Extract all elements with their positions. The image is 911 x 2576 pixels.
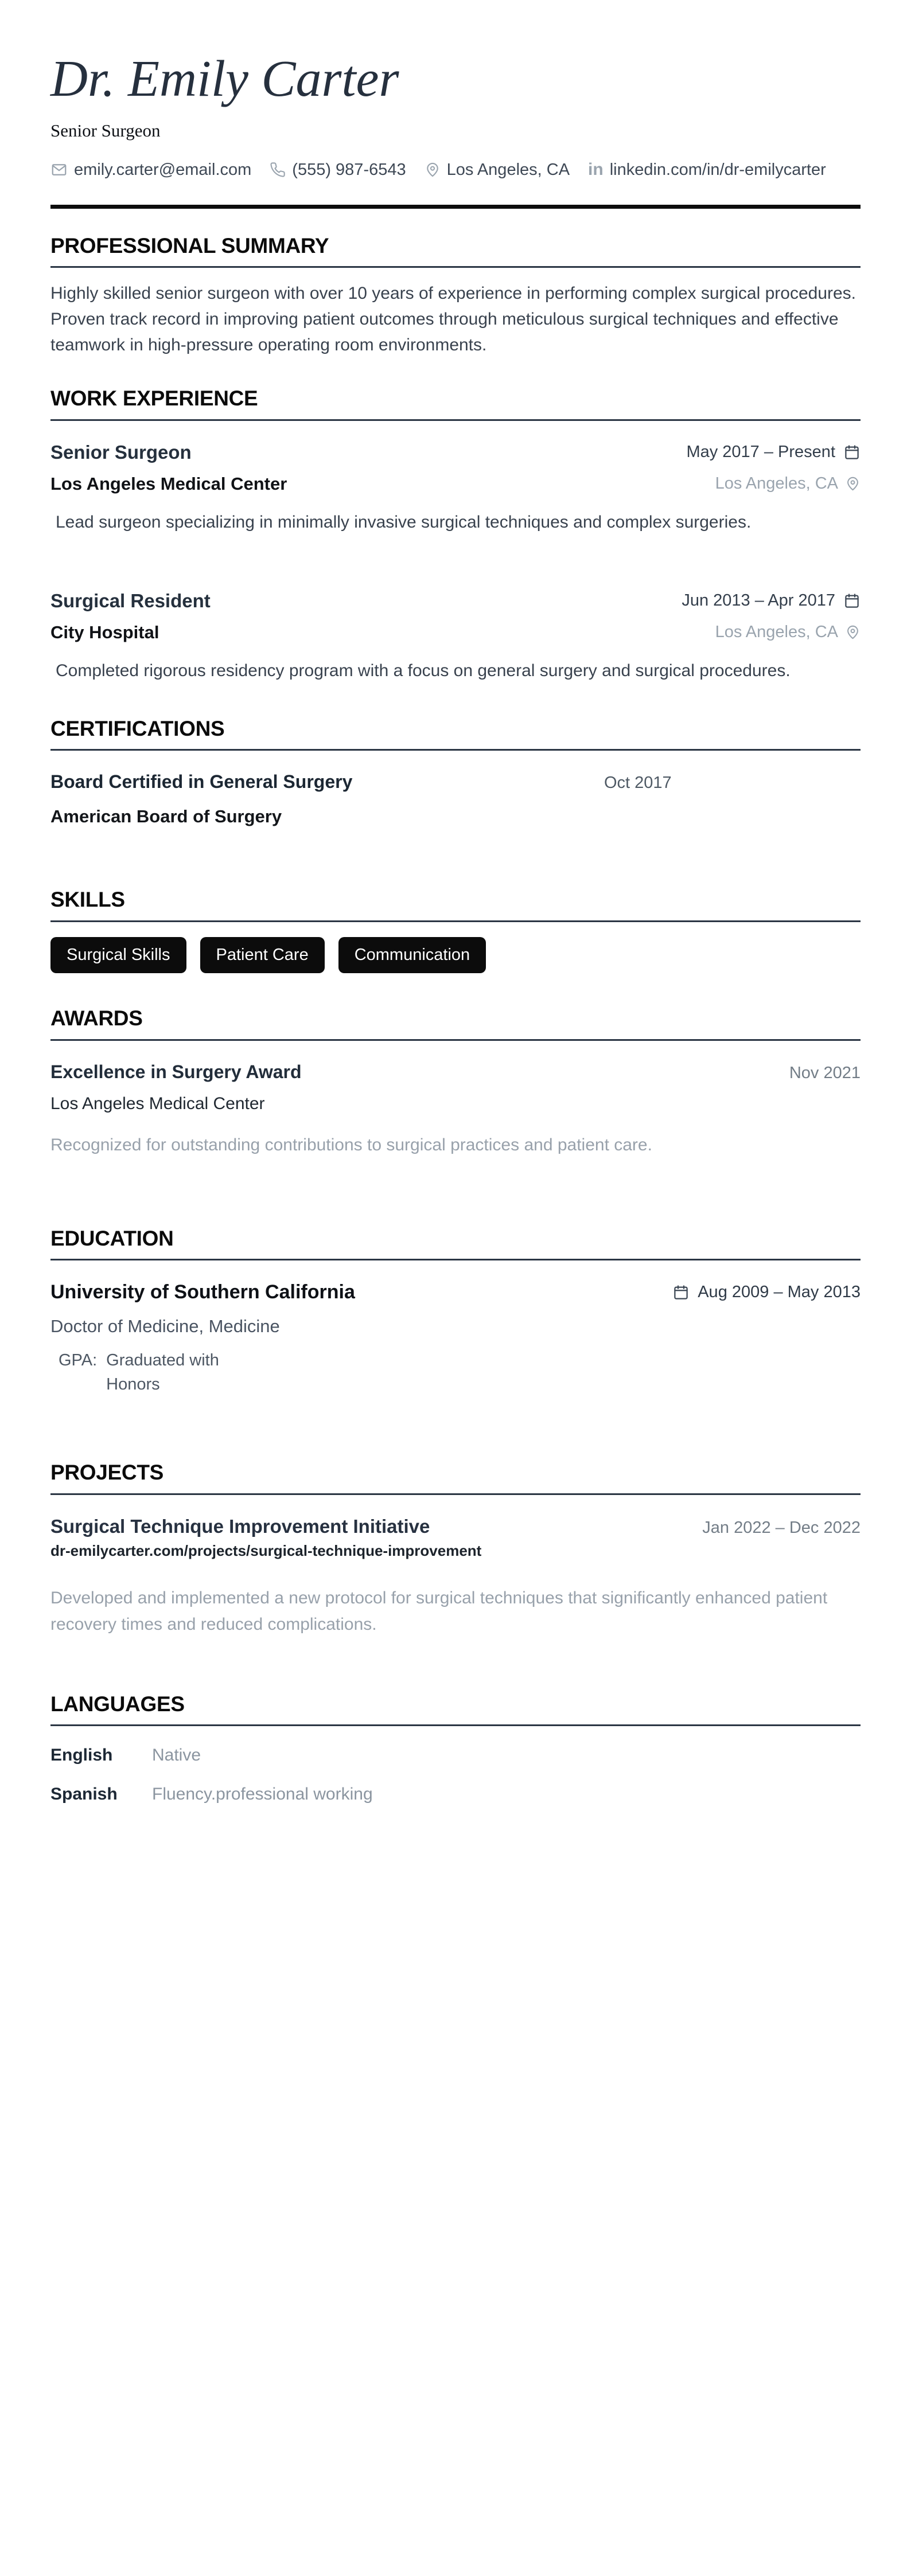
section-divider <box>50 1259 861 1260</box>
section-education <box>50 1227 861 1397</box>
job-location <box>715 623 861 642</box>
job-dates-text: Jun 2013 – Apr 2017 <box>682 591 835 610</box>
section-languages <box>50 1692 861 1805</box>
job-description: Completed rigorous residency program with a focus on general surgery and surgical procedures. <box>56 661 791 680</box>
phone-icon <box>270 162 286 178</box>
job-title: Senior Surgeon <box>50 441 192 463</box>
job-location-text: Los Angeles, CA <box>715 474 838 493</box>
job-location <box>715 474 861 493</box>
section-heading: LANGUAGES <box>50 1692 185 1716</box>
calendar-icon <box>672 1284 690 1301</box>
skill-chip: Surgical Skills <box>50 937 186 973</box>
education-degree: Doctor of Medicine, Medicine <box>50 1316 280 1337</box>
skill-chip: Communication <box>338 937 486 973</box>
section-divider <box>50 1493 861 1495</box>
section-projects <box>50 1461 861 1638</box>
summary-text: Highly skilled senior surgeon with over 10 years of experience in performing complex surgical procedures. Proven track record in improving patient outcomes through meticulous surgical techniques and effective teamwork in high-pressure operating room environments. <box>50 284 857 355</box>
contact-row <box>50 161 861 179</box>
section-heading: SKILLS <box>50 888 125 912</box>
gpa-label: GPA: <box>59 1351 98 1370</box>
section-divider <box>50 1724 861 1726</box>
certification-issuer: American Board of Surgery <box>50 806 282 827</box>
award-organization: Los Angeles Medical Center <box>50 1094 265 1113</box>
section-divider <box>50 920 861 922</box>
contact-linkedin-text: linkedin.com/in/dr-emilycarter <box>609 160 826 179</box>
section-awards <box>50 1006 861 1158</box>
mail-icon <box>50 161 68 178</box>
calendar-icon <box>843 592 861 610</box>
job-dates-text: May 2017 – Present <box>686 443 835 462</box>
contact-email-text: emily.carter@email.com <box>74 160 252 179</box>
education-dates-text: Aug 2009 – May 2013 <box>698 1283 861 1302</box>
project-description: Developed and implemented a new protocol for surgical techniques that significantly enhanced patient recovery times and reduced complications. <box>50 1588 828 1634</box>
certification-name: Board Certified in General Surgery <box>50 771 353 793</box>
section-heading: WORK EXPERIENCE <box>50 387 258 411</box>
project-name: Surgical Technique Improvement Initiative <box>50 1515 430 1537</box>
section-divider <box>50 419 861 421</box>
education-school: University of Southern California <box>50 1281 355 1303</box>
contact-location <box>425 161 570 179</box>
section-divider <box>50 266 861 268</box>
section-heading: CERTIFICATIONS <box>50 716 225 740</box>
award-date: Nov 2021 <box>789 1063 861 1082</box>
job-entry <box>50 442 861 535</box>
award-name: Excellence in Surgery Award <box>50 1061 302 1082</box>
calendar-icon <box>843 444 861 461</box>
job-title: Surgical Resident <box>50 590 211 611</box>
job-company: City Hospital <box>50 622 159 642</box>
education-gpa <box>50 1348 861 1396</box>
location-icon <box>425 162 441 178</box>
section-heading: AWARDS <box>50 1006 143 1030</box>
contact-location-text: Los Angeles, CA <box>446 160 570 179</box>
award-entry <box>50 1061 861 1158</box>
contact-phone[interactable] <box>270 161 406 179</box>
section-certifications <box>50 717 861 828</box>
education-entry <box>50 1281 861 1396</box>
job-location-text: Los Angeles, CA <box>715 623 838 642</box>
section-heading: PROJECTS <box>50 1461 164 1485</box>
section-work-experience <box>50 387 861 684</box>
contact-linkedin[interactable] <box>588 161 826 179</box>
section-divider <box>50 1039 861 1041</box>
project-url[interactable]: dr-emilycarter.com/projects/surgical-technique-improvement <box>50 1541 482 1559</box>
contact-email[interactable] <box>50 161 251 179</box>
certification-date: Oct 2017 <box>604 774 672 793</box>
person-name: Dr. Emily Carter <box>50 50 399 107</box>
language-level: Native <box>152 1746 201 1765</box>
language-row <box>50 1746 861 1765</box>
section-heading: EDUCATION <box>50 1226 174 1250</box>
contact-phone-text: (555) 987-6543 <box>292 160 406 179</box>
section-heading: PROFESSIONAL SUMMARY <box>50 233 329 257</box>
language-level: Fluency.professional working <box>152 1785 373 1804</box>
section-professional-summary <box>50 234 861 358</box>
job-dates <box>686 443 861 462</box>
resume-header <box>50 50 861 209</box>
linkedin-icon: in <box>588 160 604 179</box>
section-divider <box>50 749 861 751</box>
skill-chips <box>50 937 861 973</box>
job-company: Los Angeles Medical Center <box>50 473 287 494</box>
education-dates <box>672 1283 861 1302</box>
job-description: Lead surgeon specializing in minimally invasive surgical techniques and complex surgeries. <box>56 512 752 532</box>
language-name: English <box>50 1746 113 1765</box>
skill-chip: Patient Care <box>200 937 325 973</box>
section-skills <box>50 888 861 973</box>
person-job-title: Senior Surgeon <box>50 120 161 140</box>
location-icon <box>845 625 861 640</box>
job-dates <box>682 591 861 610</box>
language-name: Spanish <box>50 1785 118 1804</box>
gpa-value: Graduated with Honors <box>106 1351 219 1394</box>
project-entry <box>50 1516 861 1638</box>
header-divider <box>50 205 861 209</box>
location-icon <box>845 476 861 491</box>
project-dates: Jan 2022 – Dec 2022 <box>702 1518 861 1537</box>
certification-entry <box>50 771 861 827</box>
award-description: Recognized for outstanding contributions to surgical practices and patient care. <box>50 1135 652 1154</box>
job-entry <box>50 590 861 684</box>
language-row <box>50 1785 861 1804</box>
